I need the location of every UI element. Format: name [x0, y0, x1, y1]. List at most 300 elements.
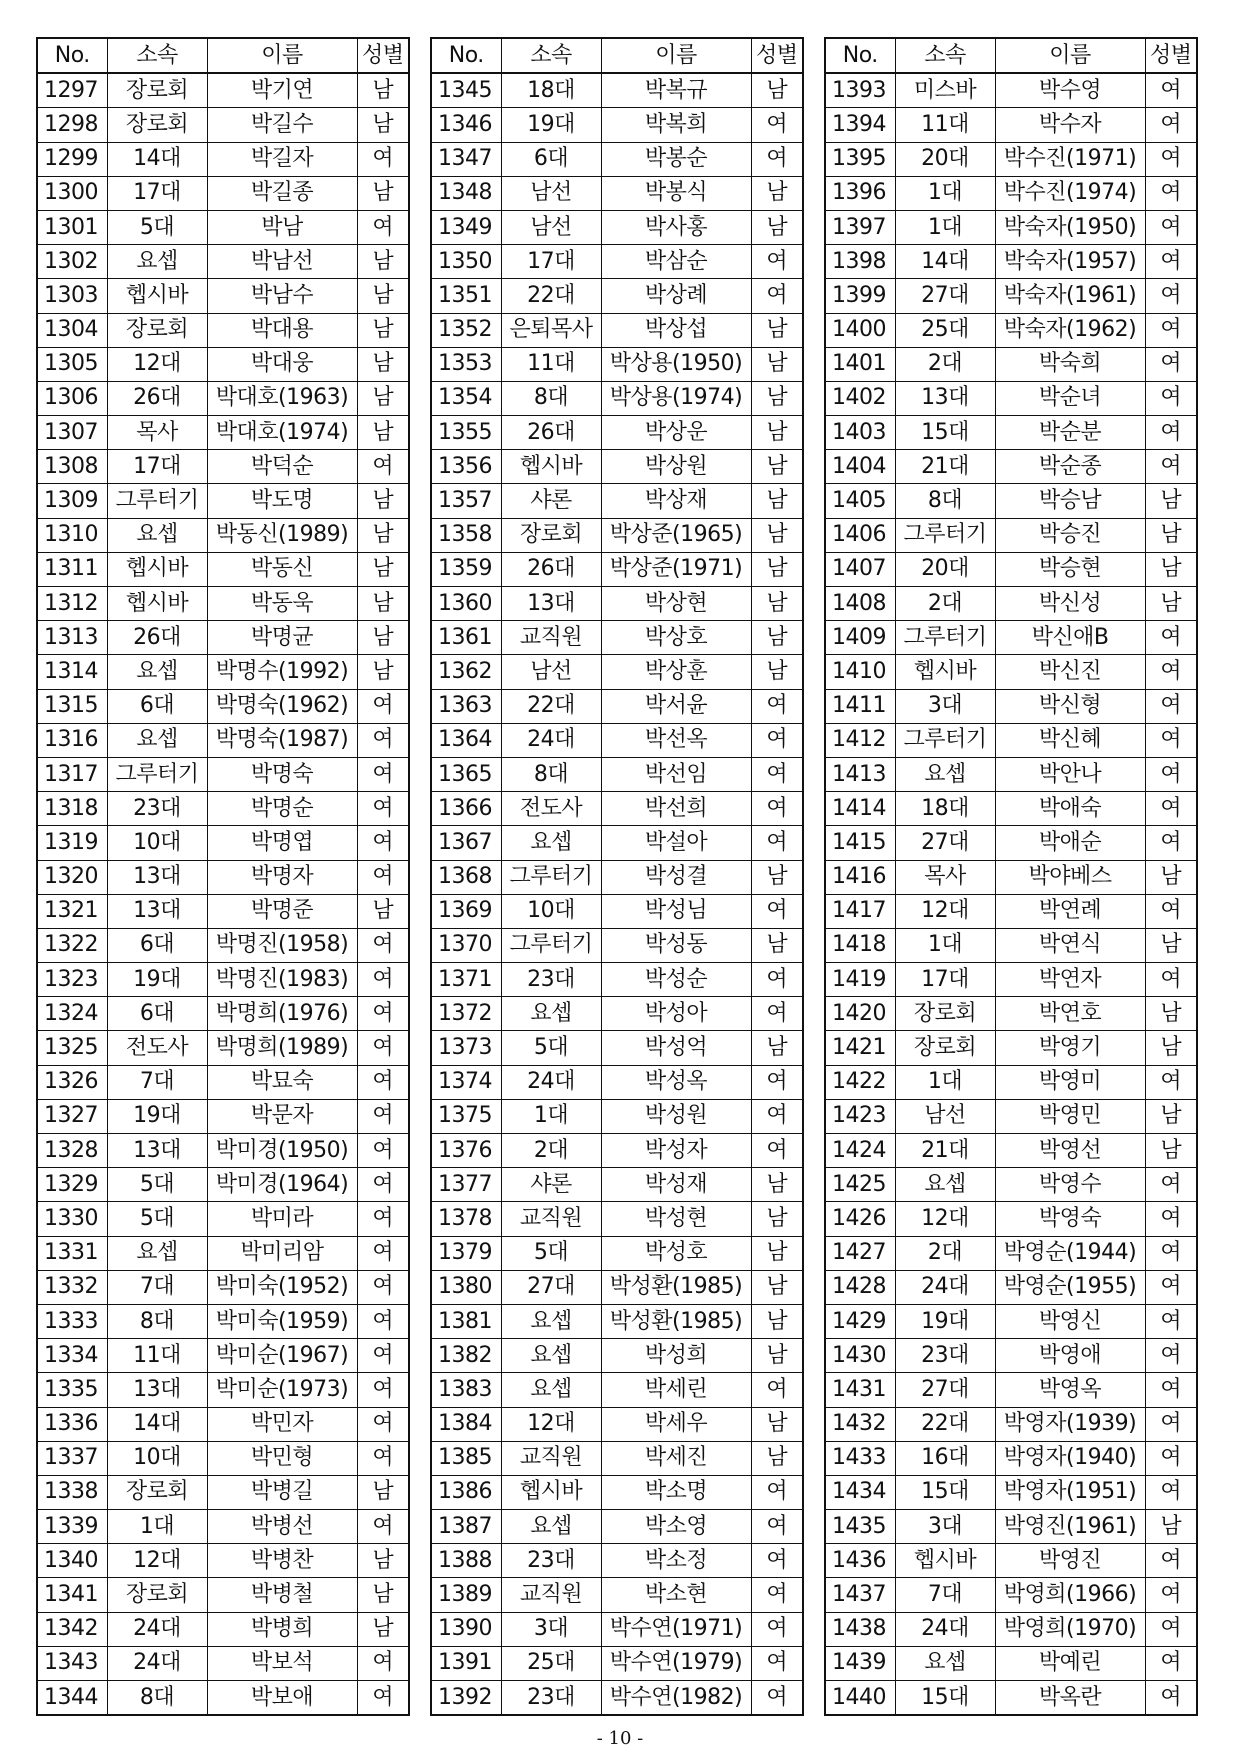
table-row [431, 552, 803, 586]
member-no: 1379 [431, 1236, 501, 1270]
member-affiliation: 14대 [107, 142, 207, 176]
member-affiliation: 24대 [501, 1065, 601, 1099]
member-gender: 여 [357, 757, 409, 791]
member-name: 박숙자(1961) [995, 279, 1145, 313]
member-affiliation: 2대 [895, 1236, 995, 1270]
member-name: 박병희 [207, 1612, 357, 1646]
member-no: 1437 [825, 1578, 895, 1612]
table-row [825, 997, 1197, 1031]
member-no: 1431 [825, 1373, 895, 1407]
table-row [37, 73, 409, 108]
member-name: 박명엽 [207, 826, 357, 860]
member-affiliation: 20대 [895, 142, 995, 176]
table-row [37, 279, 409, 313]
member-name: 박덕순 [207, 450, 357, 484]
table-row [431, 1373, 803, 1407]
member-no: 1330 [37, 1202, 107, 1236]
member-name: 박남 [207, 210, 357, 244]
member-no: 1426 [825, 1202, 895, 1236]
member-affiliation: 그루터기 [501, 860, 601, 894]
member-no: 1300 [37, 176, 107, 210]
member-affiliation: 교직원 [501, 1202, 601, 1236]
member-affiliation: 장로회 [107, 1578, 207, 1612]
member-no: 1309 [37, 484, 107, 518]
member-gender: 여 [357, 1099, 409, 1133]
member-name: 박길자 [207, 142, 357, 176]
member-affiliation: 헵시바 [501, 1475, 601, 1509]
member-no: 1349 [431, 210, 501, 244]
member-gender: 여 [357, 928, 409, 962]
member-gender: 여 [1145, 210, 1197, 244]
member-affiliation: 3대 [895, 689, 995, 723]
member-no: 1372 [431, 997, 501, 1031]
member-no: 1343 [37, 1646, 107, 1680]
member-gender: 남 [1145, 1099, 1197, 1133]
member-no: 1306 [37, 381, 107, 415]
member-affiliation: 장로회 [895, 1031, 995, 1065]
member-gender: 여 [1145, 1065, 1197, 1099]
member-no: 1400 [825, 313, 895, 347]
member-name: 박수연(1979) [601, 1646, 751, 1680]
header-gender: 성별 [751, 38, 803, 73]
header-no: No. [825, 38, 895, 73]
member-affiliation: 요셉 [107, 245, 207, 279]
member-name: 박성원 [601, 1099, 751, 1133]
member-affiliation: 26대 [107, 381, 207, 415]
member-name: 박봉식 [601, 176, 751, 210]
member-name: 박연례 [995, 894, 1145, 928]
member-gender: 여 [751, 245, 803, 279]
table-row [37, 689, 409, 723]
member-no: 1366 [431, 792, 501, 826]
table-row [825, 73, 1197, 108]
member-gender: 여 [357, 1065, 409, 1099]
table-row [431, 1441, 803, 1475]
member-no: 1382 [431, 1339, 501, 1373]
member-affiliation: 요셉 [895, 1168, 995, 1202]
table-row [431, 1236, 803, 1270]
member-name: 박수진(1971) [995, 142, 1145, 176]
member-affiliation: 11대 [107, 1339, 207, 1373]
table-row [825, 1510, 1197, 1544]
member-affiliation: 27대 [895, 826, 995, 860]
member-gender: 여 [357, 1270, 409, 1304]
table-row [37, 1510, 409, 1544]
member-name: 박영자(1951) [995, 1475, 1145, 1509]
member-gender: 남 [751, 860, 803, 894]
member-gender: 남 [1145, 552, 1197, 586]
member-no: 1392 [431, 1681, 501, 1716]
member-no: 1356 [431, 450, 501, 484]
member-name: 박성희 [601, 1339, 751, 1373]
table-row [431, 1646, 803, 1680]
table-row [37, 108, 409, 142]
table-row [431, 416, 803, 450]
member-affiliation: 헵시바 [895, 655, 995, 689]
table-row [37, 997, 409, 1031]
member-no: 1336 [37, 1407, 107, 1441]
member-gender: 남 [751, 1441, 803, 1475]
member-gender: 여 [357, 1373, 409, 1407]
member-affiliation: 남선 [895, 1099, 995, 1133]
member-no: 1359 [431, 552, 501, 586]
member-gender: 여 [751, 723, 803, 757]
member-gender: 여 [357, 1236, 409, 1270]
table-row [431, 792, 803, 826]
table-row [37, 1031, 409, 1065]
member-name: 박문자 [207, 1099, 357, 1133]
member-name: 박영진 [995, 1544, 1145, 1578]
table-row [431, 1510, 803, 1544]
member-gender: 여 [751, 1510, 803, 1544]
member-name: 박상섭 [601, 313, 751, 347]
table-row [431, 1168, 803, 1202]
table-row [431, 1099, 803, 1133]
member-no: 1407 [825, 552, 895, 586]
member-gender: 남 [1145, 997, 1197, 1031]
member-affiliation: 1대 [895, 210, 995, 244]
member-gender: 여 [357, 1646, 409, 1680]
member-affiliation: 은퇴목사 [501, 313, 601, 347]
member-name: 박상훈 [601, 655, 751, 689]
member-affiliation: 그루터기 [895, 723, 995, 757]
table-row [825, 484, 1197, 518]
table-row [431, 1612, 803, 1646]
table-row [431, 860, 803, 894]
member-affiliation: 장로회 [107, 108, 207, 142]
table-row [431, 1339, 803, 1373]
member-name: 박보석 [207, 1646, 357, 1680]
member-gender: 남 [357, 279, 409, 313]
member-gender: 남 [751, 450, 803, 484]
member-name: 박설아 [601, 826, 751, 860]
member-no: 1316 [37, 723, 107, 757]
member-affiliation: 8대 [895, 484, 995, 518]
member-gender: 여 [357, 1304, 409, 1338]
member-affiliation: 장로회 [107, 1475, 207, 1509]
table-row [37, 894, 409, 928]
member-no: 1420 [825, 997, 895, 1031]
member-no: 1402 [825, 381, 895, 415]
member-name: 박숙희 [995, 347, 1145, 381]
table-row [825, 655, 1197, 689]
member-name: 박소명 [601, 1475, 751, 1509]
member-no: 1403 [825, 416, 895, 450]
member-affiliation: 요셉 [107, 723, 207, 757]
member-no: 1339 [37, 1510, 107, 1544]
member-affiliation: 10대 [107, 1441, 207, 1475]
member-name: 박영희(1970) [995, 1612, 1145, 1646]
member-gender: 여 [357, 1441, 409, 1475]
member-no: 1354 [431, 381, 501, 415]
member-name: 박영선 [995, 1134, 1145, 1168]
member-gender: 남 [1145, 518, 1197, 552]
member-gender: 여 [357, 1407, 409, 1441]
member-name: 박미경(1964) [207, 1168, 357, 1202]
member-no: 1398 [825, 245, 895, 279]
member-no: 1378 [431, 1202, 501, 1236]
member-no: 1303 [37, 279, 107, 313]
member-gender: 여 [1145, 655, 1197, 689]
member-name: 박상례 [601, 279, 751, 313]
member-no: 1315 [37, 689, 107, 723]
member-gender: 여 [1145, 723, 1197, 757]
member-affiliation: 19대 [501, 108, 601, 142]
table-row [825, 1099, 1197, 1133]
member-no: 1298 [37, 108, 107, 142]
member-gender: 여 [1145, 1441, 1197, 1475]
member-affiliation: 24대 [501, 723, 601, 757]
member-gender: 여 [357, 1031, 409, 1065]
table-row [431, 1578, 803, 1612]
member-affiliation: 18대 [501, 73, 601, 108]
table-row [825, 518, 1197, 552]
table-row [37, 1646, 409, 1680]
member-name: 박대용 [207, 313, 357, 347]
member-no: 1357 [431, 484, 501, 518]
member-gender: 여 [751, 142, 803, 176]
table-row [37, 1407, 409, 1441]
member-gender: 남 [357, 176, 409, 210]
member-gender: 남 [357, 621, 409, 655]
member-no: 1305 [37, 347, 107, 381]
member-affiliation: 24대 [895, 1270, 995, 1304]
member-gender: 여 [1145, 1646, 1197, 1680]
member-affiliation: 20대 [895, 552, 995, 586]
member-no: 1350 [431, 245, 501, 279]
member-no: 1304 [37, 313, 107, 347]
member-no: 1386 [431, 1475, 501, 1509]
member-affiliation: 23대 [501, 1544, 601, 1578]
member-name: 박미순(1973) [207, 1373, 357, 1407]
member-name: 박세진 [601, 1441, 751, 1475]
table-row [825, 381, 1197, 415]
table-row [431, 689, 803, 723]
member-name: 박성옥 [601, 1065, 751, 1099]
member-gender: 여 [1145, 1339, 1197, 1373]
member-no: 1376 [431, 1134, 501, 1168]
member-name: 박성환(1985) [601, 1270, 751, 1304]
member-gender: 여 [751, 108, 803, 142]
member-affiliation: 1대 [895, 1065, 995, 1099]
member-gender: 여 [1145, 826, 1197, 860]
table-row [825, 826, 1197, 860]
member-gender: 남 [751, 1304, 803, 1338]
member-no: 1363 [431, 689, 501, 723]
member-no: 1314 [37, 655, 107, 689]
member-no: 1427 [825, 1236, 895, 1270]
member-affiliation: 22대 [895, 1407, 995, 1441]
member-no: 1430 [825, 1339, 895, 1373]
member-no: 1319 [37, 826, 107, 860]
member-gender: 남 [751, 621, 803, 655]
member-gender: 여 [751, 963, 803, 997]
member-no: 1329 [37, 1168, 107, 1202]
table-row [37, 1065, 409, 1099]
member-affiliation: 15대 [895, 1475, 995, 1509]
member-name: 박대호(1974) [207, 416, 357, 450]
member-gender: 여 [751, 1646, 803, 1680]
member-affiliation: 헵시바 [107, 587, 207, 621]
member-gender: 여 [751, 997, 803, 1031]
table-row [431, 1065, 803, 1099]
member-no: 1385 [431, 1441, 501, 1475]
member-affiliation: 샤론 [501, 484, 601, 518]
member-no: 1313 [37, 621, 107, 655]
table-row [825, 1373, 1197, 1407]
member-affiliation: 장로회 [107, 73, 207, 108]
member-affiliation: 10대 [501, 894, 601, 928]
member-no: 1325 [37, 1031, 107, 1065]
table-row [825, 108, 1197, 142]
member-affiliation: 교직원 [501, 621, 601, 655]
table-row [37, 1339, 409, 1373]
member-gender: 여 [751, 1578, 803, 1612]
table-row [431, 655, 803, 689]
table-row [431, 894, 803, 928]
member-affiliation: 요셉 [501, 1304, 601, 1338]
member-gender: 남 [1145, 484, 1197, 518]
member-name: 박영숙 [995, 1202, 1145, 1236]
member-affiliation: 전도사 [501, 792, 601, 826]
table-row [825, 313, 1197, 347]
table-row [37, 1270, 409, 1304]
member-affiliation: 21대 [895, 1134, 995, 1168]
member-gender: 여 [1145, 1475, 1197, 1509]
member-name: 박수자 [995, 108, 1145, 142]
member-name: 박상재 [601, 484, 751, 518]
table-row [825, 860, 1197, 894]
member-no: 1324 [37, 997, 107, 1031]
table-row [431, 210, 803, 244]
header-no: No. [37, 38, 107, 73]
member-gender: 여 [751, 792, 803, 826]
member-no: 1317 [37, 757, 107, 791]
member-gender: 남 [751, 1168, 803, 1202]
table-row [825, 792, 1197, 826]
table-row [825, 1236, 1197, 1270]
member-no: 1361 [431, 621, 501, 655]
member-affiliation: 19대 [107, 963, 207, 997]
member-gender: 여 [357, 1202, 409, 1236]
member-affiliation: 25대 [895, 313, 995, 347]
member-name: 박세우 [601, 1407, 751, 1441]
member-affiliation: 미스바 [895, 73, 995, 108]
member-affiliation: 교직원 [501, 1578, 601, 1612]
member-gender: 여 [1145, 1304, 1197, 1338]
member-name: 박길종 [207, 176, 357, 210]
member-affiliation: 7대 [107, 1270, 207, 1304]
member-affiliation: 요셉 [895, 757, 995, 791]
member-name: 박수영 [995, 73, 1145, 108]
header-name: 이름 [995, 38, 1145, 73]
member-gender: 남 [357, 894, 409, 928]
member-affiliation: 그루터기 [501, 928, 601, 962]
table-row [37, 1578, 409, 1612]
member-no: 1364 [431, 723, 501, 757]
member-no: 1384 [431, 1407, 501, 1441]
table-row [431, 1031, 803, 1065]
member-affiliation: 6대 [107, 689, 207, 723]
member-name: 박영미 [995, 1065, 1145, 1099]
member-no: 1370 [431, 928, 501, 962]
member-no: 1422 [825, 1065, 895, 1099]
member-affiliation: 5대 [107, 1168, 207, 1202]
table-row [37, 1202, 409, 1236]
member-name: 박성아 [601, 997, 751, 1031]
member-affiliation: 헵시바 [895, 1544, 995, 1578]
table-row [37, 1134, 409, 1168]
member-name: 박상용(1974) [601, 381, 751, 415]
member-name: 박승진 [995, 518, 1145, 552]
member-name: 박영순(1944) [995, 1236, 1145, 1270]
header-row [37, 38, 409, 73]
member-no: 1312 [37, 587, 107, 621]
member-name: 박미리암 [207, 1236, 357, 1270]
member-gender: 여 [1145, 1544, 1197, 1578]
member-gender: 여 [1145, 73, 1197, 108]
member-no: 1397 [825, 210, 895, 244]
member-name: 박수연(1982) [601, 1681, 751, 1716]
member-no: 1419 [825, 963, 895, 997]
table-row [37, 450, 409, 484]
member-gender: 여 [357, 1339, 409, 1373]
table-row [431, 484, 803, 518]
member-affiliation: 5대 [501, 1031, 601, 1065]
member-no: 1347 [431, 142, 501, 176]
member-no: 1310 [37, 518, 107, 552]
member-name: 박애숙 [995, 792, 1145, 826]
member-gender: 남 [357, 108, 409, 142]
member-gender: 남 [357, 518, 409, 552]
member-name: 박보애 [207, 1681, 357, 1716]
member-affiliation: 22대 [501, 279, 601, 313]
member-gender: 여 [357, 1134, 409, 1168]
member-affiliation: 11대 [895, 108, 995, 142]
member-no: 1417 [825, 894, 895, 928]
member-gender: 여 [1145, 894, 1197, 928]
page-number: - 10 - [596, 1728, 644, 1749]
member-gender: 여 [1145, 176, 1197, 210]
member-table [430, 37, 804, 1716]
member-name: 박영순(1955) [995, 1270, 1145, 1304]
member-name: 박상용(1950) [601, 347, 751, 381]
member-affiliation: 6대 [107, 928, 207, 962]
member-gender: 남 [751, 347, 803, 381]
member-gender: 여 [751, 894, 803, 928]
table-row [825, 1168, 1197, 1202]
member-gender: 여 [751, 1065, 803, 1099]
member-name: 박선임 [601, 757, 751, 791]
member-gender: 여 [1145, 1236, 1197, 1270]
member-affiliation: 장로회 [501, 518, 601, 552]
table-row [37, 655, 409, 689]
table-row [825, 1202, 1197, 1236]
member-name: 박애순 [995, 826, 1145, 860]
table-row [825, 1441, 1197, 1475]
member-affiliation: 7대 [107, 1065, 207, 1099]
table-row [825, 552, 1197, 586]
member-gender: 여 [1145, 963, 1197, 997]
member-name: 박영진(1961) [995, 1510, 1145, 1544]
member-name: 박숙자(1950) [995, 210, 1145, 244]
table-row [37, 518, 409, 552]
member-name: 박대호(1963) [207, 381, 357, 415]
table-row [37, 1544, 409, 1578]
table-row [431, 176, 803, 210]
member-name: 박성님 [601, 894, 751, 928]
member-affiliation: 요셉 [107, 1236, 207, 1270]
